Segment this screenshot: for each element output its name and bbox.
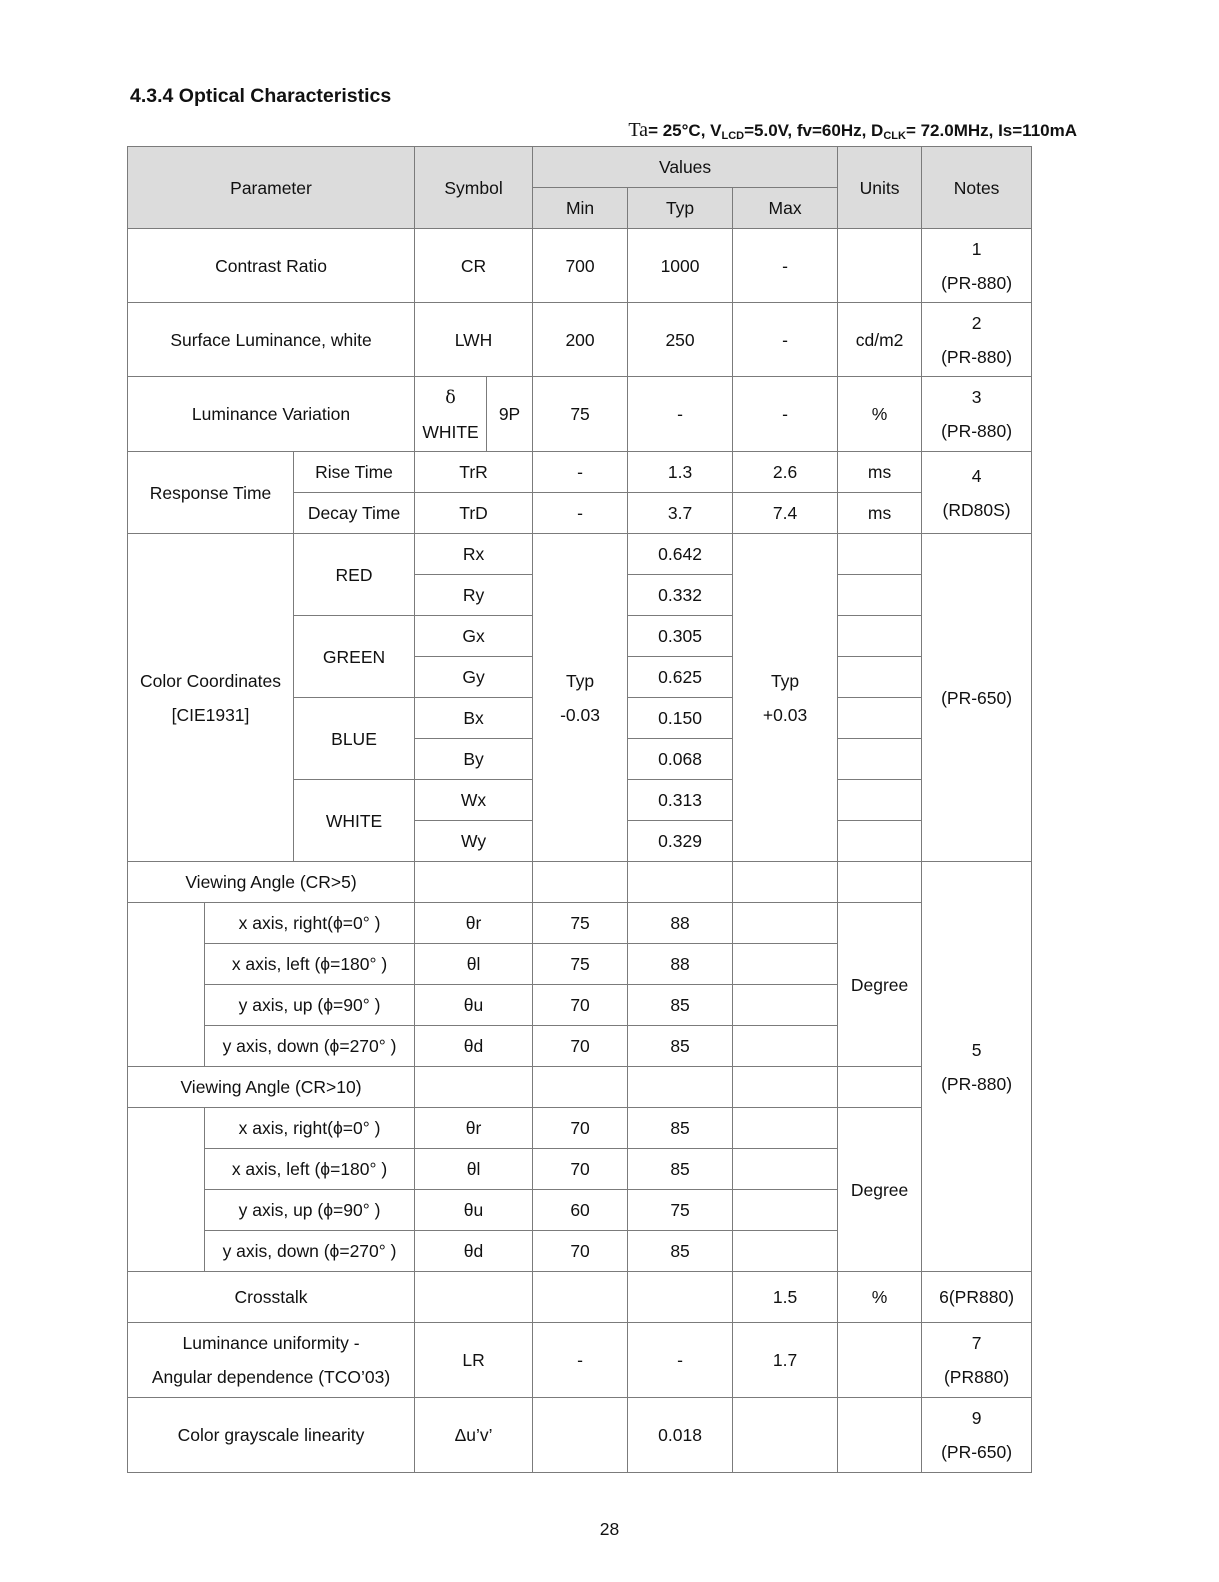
units-cell: ms [838, 452, 922, 493]
note-number: 5 [971, 1039, 982, 1060]
symbol-cell: Ry [415, 575, 533, 616]
max-cell [733, 1026, 838, 1067]
min-cell: 70 [533, 1149, 628, 1190]
symbol-cell [415, 377, 487, 452]
header-min: Min [533, 188, 628, 229]
ta-value: = 25°C, V [648, 121, 722, 140]
units-cell: cd/m2 [838, 303, 922, 377]
max-cell [733, 903, 838, 944]
typ-cell: 1.3 [628, 452, 733, 493]
notes-cell: (PR-650) [922, 534, 1032, 862]
units-cell [838, 698, 922, 739]
vlcd-subscript: LCD [721, 130, 745, 142]
note-reference: (PR-650) [941, 1442, 1013, 1462]
units-cell [838, 1323, 922, 1398]
max-cell [733, 1190, 838, 1231]
symbol-cell [415, 1272, 533, 1323]
vlcd-value: =5.0V, fv=60Hz, D [744, 121, 884, 140]
optical-characteristics-table [127, 146, 1032, 1473]
sub-param-cell: y axis, down (ϕ=270° ) [205, 1026, 415, 1067]
table-row-grayscale [128, 1398, 1032, 1473]
typ-cell: 75 [628, 1190, 733, 1231]
sub-param-cell: x axis, right(ϕ=0° ) [205, 903, 415, 944]
units-cell: Degree [838, 903, 922, 1067]
uniformity-label: Luminance uniformity - [182, 1333, 360, 1353]
symbol-cell: TrD [415, 493, 533, 534]
header-values: Values [533, 147, 838, 188]
header-symbol: Symbol [415, 147, 533, 229]
header-max: Max [733, 188, 838, 229]
param-cell: Contrast Ratio [128, 229, 415, 303]
typ-cell: 85 [628, 1026, 733, 1067]
sub-param-cell: y axis, up (ϕ=90° ) [205, 1190, 415, 1231]
max-offset: +0.03 [762, 704, 808, 725]
max-cell: 2.6 [733, 452, 838, 493]
max-cell: 7.4 [733, 493, 838, 534]
max-cell: 1.7 [733, 1323, 838, 1398]
param-cell: Luminance Variation [128, 377, 415, 452]
min-cell: 70 [533, 985, 628, 1026]
note-reference: (PR-880) [941, 421, 1013, 441]
units-cell: Degree [838, 1108, 922, 1272]
param-cell: Response Time [128, 452, 294, 534]
symbol-cell: θu [415, 985, 533, 1026]
max-cell [733, 1398, 838, 1473]
dclk-subscript: CLK [883, 130, 906, 142]
note-reference: (PR-880) [941, 272, 1013, 293]
min-cell [533, 534, 628, 862]
note-reference: (RD80S) [942, 499, 1011, 520]
symbol-cell: θu [415, 1190, 533, 1231]
table-row-viewing-cr10 [128, 1067, 1032, 1108]
units-cell [838, 862, 922, 903]
symbol-cell: LWH [415, 303, 533, 377]
typ-cell: 0.068 [628, 739, 733, 780]
max-cell [733, 944, 838, 985]
min-cell: 75 [533, 903, 628, 944]
sub-param-cell: y axis, up (ϕ=90° ) [205, 985, 415, 1026]
units-cell: % [838, 1272, 922, 1323]
max-cell: - [733, 229, 838, 303]
delta-symbol: δ [445, 387, 456, 408]
symbol-cell: TrR [415, 452, 533, 493]
table-row-crosstalk [128, 1272, 1032, 1323]
units-cell [838, 229, 922, 303]
color-group-blue: BLUE [294, 698, 415, 780]
color-group-green: GREEN [294, 616, 415, 698]
table-row-rx [128, 534, 1032, 575]
min-cell: 70 [533, 1026, 628, 1067]
dclk-value: = 72.0MHz, Is=110mA [905, 121, 1077, 140]
page-number: 28 [599, 1519, 620, 1539]
min-cell: 75 [533, 944, 628, 985]
max-cell: - [733, 377, 838, 452]
symbol-cell: By [415, 739, 533, 780]
typ-cell: 0.332 [628, 575, 733, 616]
typ-cell: 3.7 [628, 493, 733, 534]
typ-cell: 0.625 [628, 657, 733, 698]
typ-cell: 88 [628, 944, 733, 985]
header-notes: Notes [922, 147, 1032, 229]
typ-cell [628, 1067, 733, 1108]
units-cell [838, 657, 922, 698]
typ-cell: 0.329 [628, 821, 733, 862]
table-row-viewing [128, 903, 1032, 944]
header-row [128, 147, 1032, 188]
symbol-cell: θr [415, 1108, 533, 1149]
param-cell: Crosstalk [128, 1272, 415, 1323]
max-cell: 1.5 [733, 1272, 838, 1323]
typ-cell: 1000 [628, 229, 733, 303]
typ-cell: 85 [628, 1149, 733, 1190]
note-reference: (PR-880) [941, 1073, 1013, 1094]
notes-cell [922, 452, 1032, 534]
max-cell [733, 1149, 838, 1190]
min-cell [533, 1067, 628, 1108]
units-cell: % [838, 377, 922, 452]
note-reference: (PR880) [943, 1367, 1010, 1387]
min-cell: 700 [533, 229, 628, 303]
param-cell: Viewing Angle (CR>5) [128, 862, 415, 903]
param-cell: Surface Luminance, white [128, 303, 415, 377]
max-cell [733, 862, 838, 903]
symbol-cell [415, 1067, 533, 1108]
notes-cell [922, 377, 1032, 452]
notes-cell [922, 229, 1032, 303]
symbol-cell: Wx [415, 780, 533, 821]
symbol-cell [415, 862, 533, 903]
notes-cell [922, 1323, 1032, 1398]
symbol-cell: θl [415, 944, 533, 985]
min-cell: - [533, 493, 628, 534]
table-row-uniformity [128, 1323, 1032, 1398]
white-subscript: WHITE [422, 421, 479, 442]
min-cell: 70 [533, 1231, 628, 1272]
param-cell [128, 534, 294, 862]
min-cell [533, 862, 628, 903]
note-number: 9 [971, 1408, 982, 1428]
param-cell: Viewing Angle (CR>10) [128, 1067, 415, 1108]
symbol-cell: θd [415, 1231, 533, 1272]
color-group-white: WHITE [294, 780, 415, 862]
typ-cell: - [628, 377, 733, 452]
max-cell [733, 1067, 838, 1108]
header-typ: Typ [628, 188, 733, 229]
sub-param-cell: Decay Time [294, 493, 415, 534]
symbol-cell: θr [415, 903, 533, 944]
max-cell: - [733, 303, 838, 377]
table-row-rise-time [128, 452, 1032, 493]
units-cell [838, 1398, 922, 1473]
sub-param-cell: x axis, left (ϕ=180° ) [205, 944, 415, 985]
table-row-viewing-cr5 [128, 862, 1032, 903]
max-cell [733, 1231, 838, 1272]
table-row-viewing [128, 1108, 1032, 1149]
table-row-contrast [128, 229, 1032, 303]
typ-cell: - [628, 1323, 733, 1398]
angular-dependence-label: Angular dependence (TCO’03) [151, 1367, 391, 1387]
note-number: 4 [971, 465, 982, 486]
typ-cell: 0.018 [628, 1398, 733, 1473]
sub-param-cell: Rise Time [294, 452, 415, 493]
note-reference: (PR-880) [941, 346, 1013, 367]
typ-cell [628, 1272, 733, 1323]
note-number: 2 [971, 312, 982, 333]
indent-cell [128, 1108, 205, 1272]
units-cell [838, 1067, 922, 1108]
sub-param-cell: y axis, down (ϕ=270° ) [205, 1231, 415, 1272]
symbol-cell: Rx [415, 534, 533, 575]
typ-cell: 0.313 [628, 780, 733, 821]
symbol-cell: θd [415, 1026, 533, 1067]
symbol-cell: Bx [415, 698, 533, 739]
typ-cell: 88 [628, 903, 733, 944]
symbol-cell: LR [415, 1323, 533, 1398]
max-cell [733, 985, 838, 1026]
sub-param-cell: x axis, right(ϕ=0° ) [205, 1108, 415, 1149]
units-cell [838, 821, 922, 862]
cie1931-label: [CIE1931] [171, 704, 250, 725]
min-cell [533, 1398, 628, 1473]
units-cell [838, 616, 922, 657]
max-cell [733, 534, 838, 862]
symbol-cell: CR [415, 229, 533, 303]
max-cell [733, 1108, 838, 1149]
min-offset: -0.03 [560, 704, 600, 725]
notes-cell [922, 303, 1032, 377]
table-row-variation [128, 377, 1032, 452]
typ-cell: 85 [628, 985, 733, 1026]
note-number: 3 [971, 387, 982, 407]
header-parameter: Parameter [128, 147, 415, 229]
color-group-red: RED [294, 534, 415, 616]
param-cell: Color grayscale linearity [128, 1398, 415, 1473]
param-cell [128, 1323, 415, 1398]
sub-param-cell: x axis, left (ϕ=180° ) [205, 1149, 415, 1190]
min-cell: 60 [533, 1190, 628, 1231]
max-typ-label: Typ [770, 670, 800, 691]
min-cell: 200 [533, 303, 628, 377]
typ-cell: 250 [628, 303, 733, 377]
typ-cell: 85 [628, 1108, 733, 1149]
color-coordinates-label: Color Coordinates [139, 670, 282, 691]
indent-cell [128, 903, 205, 1067]
units-cell: ms [838, 493, 922, 534]
header-units: Units [838, 147, 922, 229]
units-cell [838, 575, 922, 616]
section-title: 4.3.4 Optical Characteristics [130, 85, 392, 107]
units-cell [838, 739, 922, 780]
table-row-luminance [128, 303, 1032, 377]
ta-label: Ta [628, 119, 649, 141]
note-number: 7 [971, 1333, 982, 1353]
min-cell [533, 1272, 628, 1323]
notes-cell [922, 862, 1032, 1272]
typ-cell: 0.150 [628, 698, 733, 739]
symbol-cell: Δu’v’ [415, 1398, 533, 1473]
min-cell: 70 [533, 1108, 628, 1149]
symbol-cell: θl [415, 1149, 533, 1190]
min-cell: 75 [533, 377, 628, 452]
note-number: 1 [971, 238, 982, 259]
units-cell [838, 534, 922, 575]
min-cell: - [533, 452, 628, 493]
typ-cell: 85 [628, 1231, 733, 1272]
min-cell: - [533, 1323, 628, 1398]
measurement-conditions [628, 119, 1077, 142]
symbol-cell: Gy [415, 657, 533, 698]
typ-cell [628, 862, 733, 903]
notes-cell: 6(PR880) [922, 1272, 1032, 1323]
typ-cell: 0.642 [628, 534, 733, 575]
symbol-cell: Gx [415, 616, 533, 657]
symbol-cell: Wy [415, 821, 533, 862]
units-cell [838, 780, 922, 821]
min-typ-label: Typ [565, 670, 595, 691]
typ-cell: 0.305 [628, 616, 733, 657]
notes-cell [922, 1398, 1032, 1473]
points-cell: 9P [487, 377, 533, 452]
